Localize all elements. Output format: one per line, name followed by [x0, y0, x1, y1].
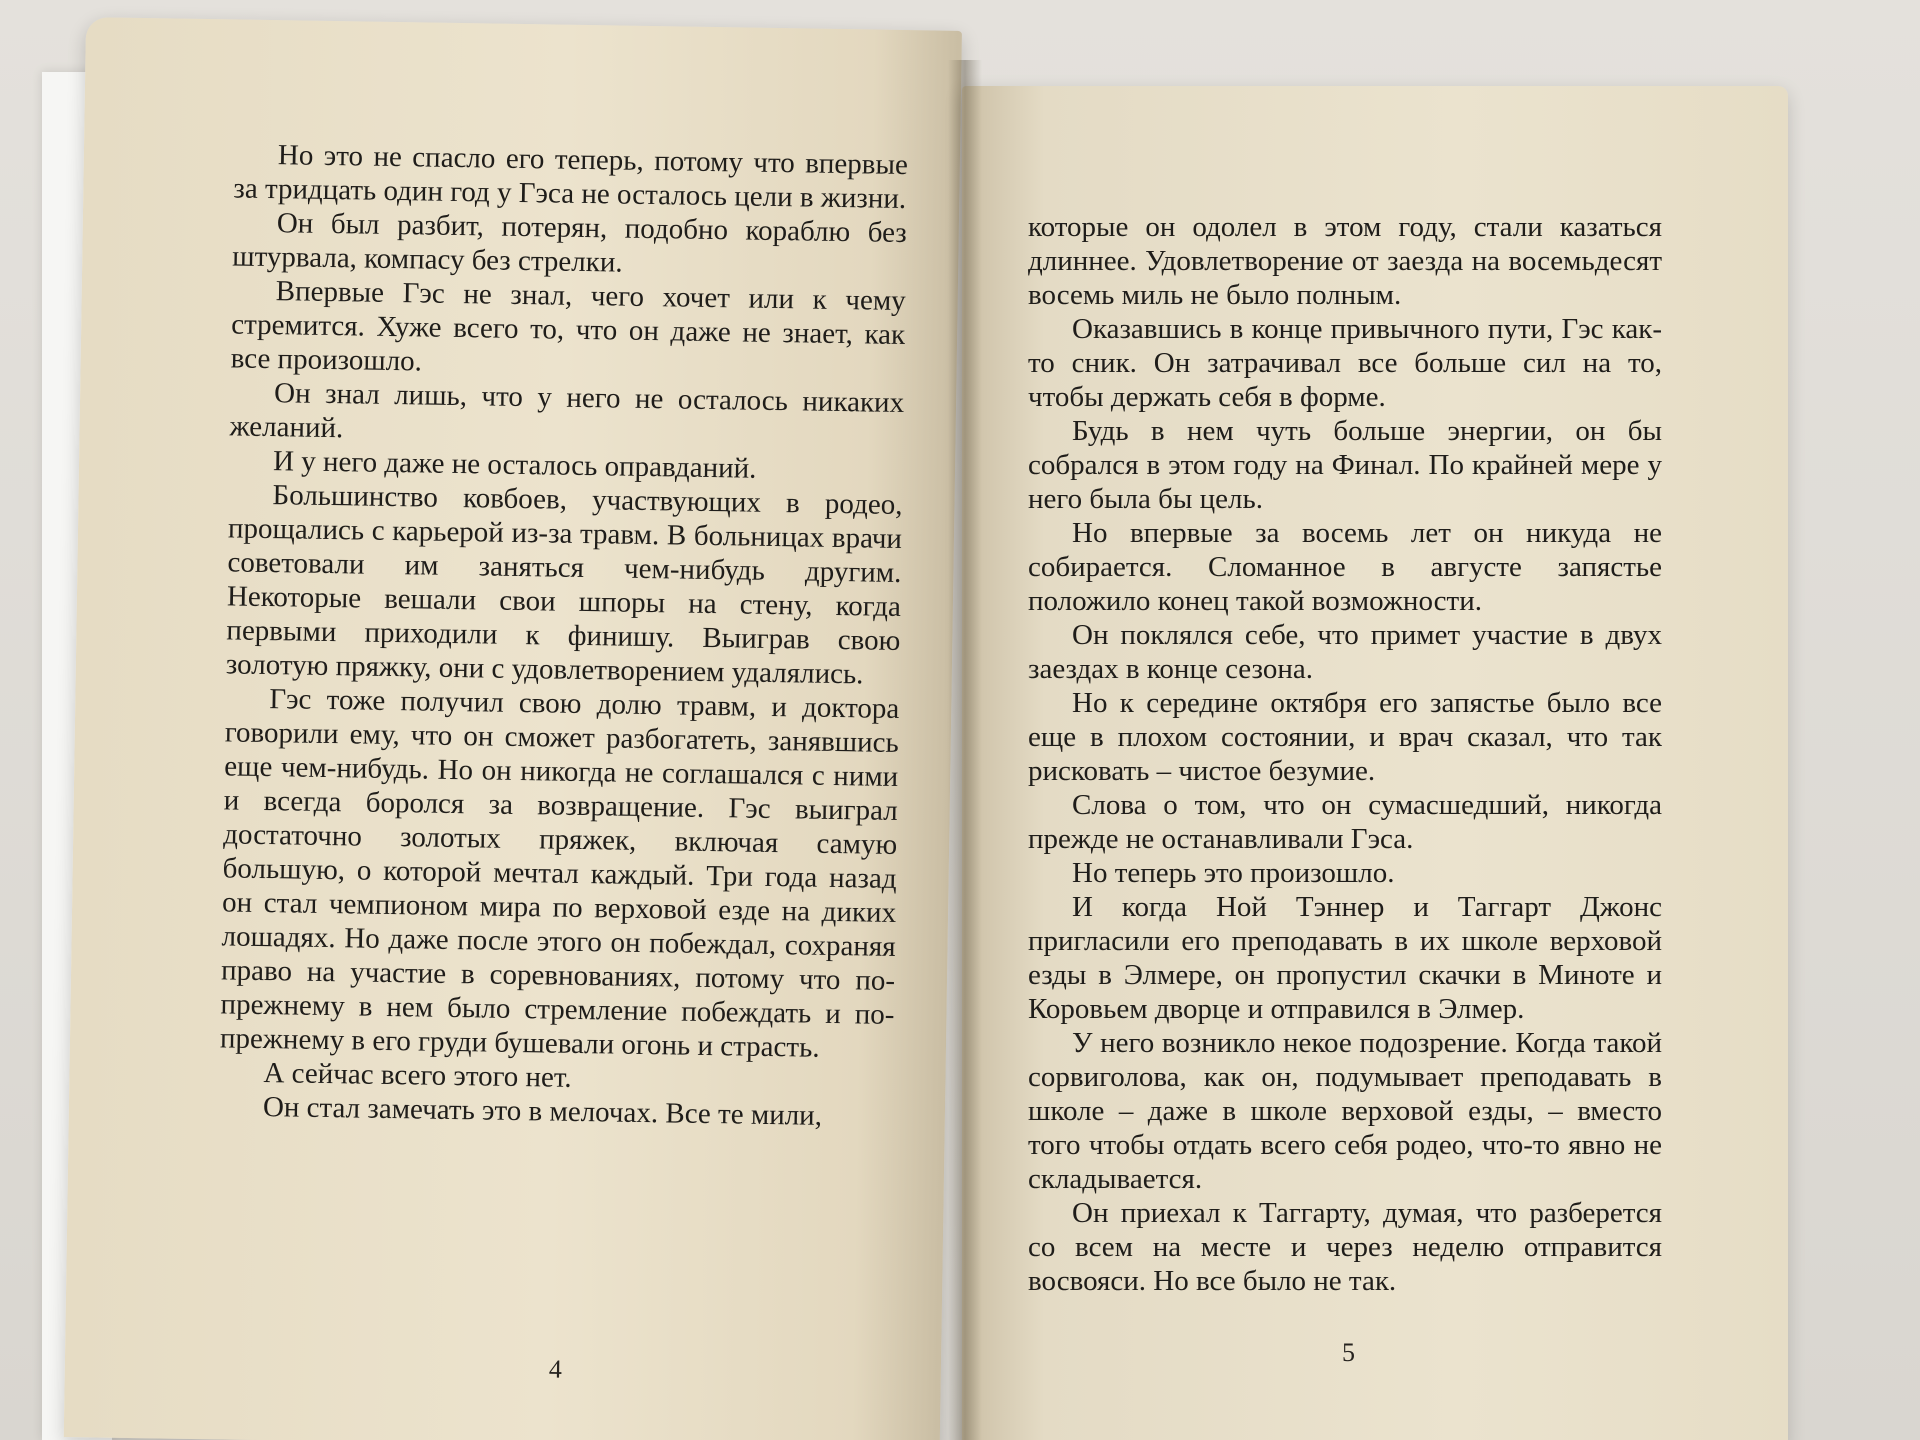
- paragraph: И когда Ной Тэннер и Таггарт Джонс пригласили его преподавать в их школе верховой езды в Элмере, он пропустил скачки в Миноте и Коровьем дворце и отправился в Элмер.: [1028, 891, 1662, 1025]
- paragraph: Но это не спасло его теперь, потому что впервые за тридцать один год у Гэса не осталось цели в жизни.: [233, 139, 909, 216]
- paragraph: Будь в нем чуть больше энергии, он бы собрался в этом году на Финал. По крайней мере у него была бы цель.: [1028, 415, 1662, 515]
- paragraph: Но впервые за восемь лет он никуда не собирается. Сломанное в августе запястье положило конец такой возможности.: [1028, 517, 1662, 617]
- paragraph: А сейчас всего этого нет.: [263, 1057, 572, 1094]
- paragraph: Но к середине октября его запястье было все еще в плохом состоянии, и врач сказал, что так рисковать – чистое безумие.: [1028, 687, 1662, 787]
- paragraph: Но теперь это произошло.: [1072, 857, 1395, 889]
- paragraph: Он стал замечать это в мелочах. Все те мили,: [262, 1091, 823, 1132]
- paragraph: Он знал лишь, что у него не осталось никаких желаний.: [229, 377, 905, 445]
- paragraph: Он приехал к Таггарту, думая, что разберется со всем на месте и через неделю отправится восвояси. Но все было не так.: [1028, 1197, 1662, 1297]
- left-page: [64, 17, 962, 1440]
- paragraph: Он поклялся себе, что примет участие в двух заездах в конце сезона.: [1028, 619, 1662, 685]
- paragraph: Он был разбит, потерян, подобно кораблю без штурвала, компасу без стрелки.: [232, 207, 908, 279]
- paragraph: Слова о том, что он сумасшедший, никогда прежде не останавливали Гэса.: [1028, 789, 1662, 855]
- right-page: [962, 86, 1788, 1440]
- paragraph: У него возникло некое подозрение. Когда такой сорвиголова, как он, подумывает преподавать в школе – даже в школе верховой езды, – вместо того чтобы отдать всего себя родео, что-то явно не складывается.: [1028, 1027, 1662, 1195]
- paragraph: Впервые Гэс не знал, чего хочет или к чему стремится. Хуже всего то, что он даже не знает, как все произошло.: [230, 275, 906, 378]
- page-number-right: 5: [1342, 1338, 1355, 1367]
- paragraph: которые он одолел в этом году, стали казаться длиннее. Удовлетворение от заезда на восемьдесят восемь миль не было полным.: [1028, 211, 1662, 311]
- paragraph: Большинство ковбоев, участвующих в родео, прощались с карьерой из-за травм. В больницах врачи советовали им заняться чем-нибудь другим. Некоторые вешали свои шпоры на стену, когда первыми приходили к финишу. Выиграв свою золотую пряжку, они с удовлетворением удалялись.: [225, 479, 903, 691]
- page-number-left: 4: [548, 1354, 563, 1384]
- paragraph: Оказавшись в конце привычного пути, Гэс как-то сник. Он затрачивал все больше сил на то, чтобы держать себя в форме.: [1028, 313, 1662, 413]
- paragraph: И у него даже не осталось оправданий.: [272, 445, 757, 485]
- book-spine-shadow: [948, 60, 982, 1440]
- paragraph: Гэс тоже получил свою долю травм, и доктора говорили ему, что он сможет разбогатеть, занявшись еще чем-нибудь. Но он никогда не соглашался с ними и всегда боролся за возвращение. Гэс выиграл достаточно золотых пряжек, включая самую большую, о которой мечтал каждый. Три года назад он стал чемпионом мира по верховой езде на диких лошадях. Но даже после этого он побеждал, сохраняя право на участие в соревнованиях, потому что по-прежнему в нем было стремление побеждать и по-прежнему в его груди бушевали огонь и страсть.: [219, 683, 900, 1064]
